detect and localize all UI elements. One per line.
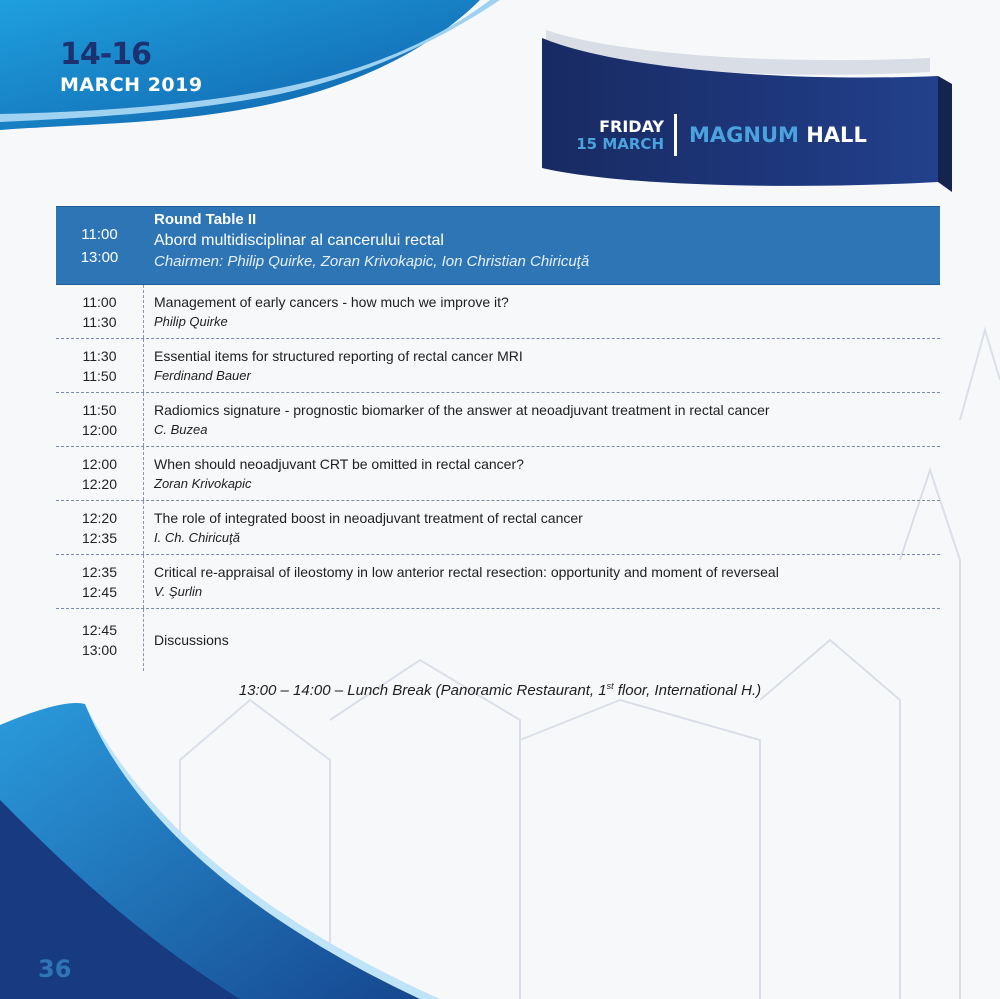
hall-name-part1: MAGNUM (689, 123, 799, 147)
talk-info (144, 555, 940, 608)
hall-name (689, 123, 867, 147)
talk-speaker: V. Şurlin (154, 583, 203, 599)
day-hall-banner (556, 95, 936, 175)
day-name: FRIDAY (599, 116, 664, 136)
day-date: 15 MARCH (576, 134, 664, 153)
talk-speaker: C. Buzea (154, 421, 208, 437)
banner-fold (938, 76, 952, 192)
session-times (56, 207, 143, 284)
talk-title: The role of integrated boost in neoadjuvant treatment of rectal cancer (154, 509, 583, 526)
talk-end: 13:00 (81, 642, 118, 658)
talk-info (144, 609, 940, 671)
talk-info (144, 501, 940, 554)
talk-end: 12:35 (81, 529, 118, 546)
page-number: 36 (38, 955, 72, 983)
event-dates (60, 37, 203, 96)
talk-row (56, 609, 940, 671)
talk-end: 11:30 (82, 313, 117, 330)
event-month-year: MARCH 2019 (60, 74, 203, 96)
talk-start: 11:50 (82, 401, 117, 418)
talk-end: 12:45 (81, 583, 118, 600)
talk-title: Management of early cancers - how much we improve it? (154, 293, 509, 310)
banner-divider (674, 114, 677, 156)
session-title: Round Table II (154, 211, 257, 228)
day-label (556, 118, 664, 152)
talk-speaker: I. Ch. Chiricuţă (154, 529, 240, 545)
schedule-table (56, 206, 940, 671)
session-end: 13:00 (80, 248, 119, 266)
talk-start: 12:45 (81, 622, 118, 638)
talk-info (144, 285, 940, 338)
talk-title: When should neoadjuvant CRT be omitted in rectal cancer? (154, 455, 524, 472)
talk-times (56, 393, 144, 446)
talk-info (144, 339, 940, 392)
talk-times (56, 447, 144, 500)
talk-title: Essential items for structured reporting of rectal cancer MRI (154, 347, 523, 364)
talk-times (56, 285, 144, 338)
talk-row (56, 447, 940, 501)
lunch-break-note (0, 681, 1000, 699)
talk-start: 12:35 (81, 563, 118, 580)
lunch-text-start: 13:00 – 14:00 – Lunch Break (Panoramic Restaurant, 1 (238, 682, 607, 699)
session-info (143, 207, 940, 284)
talk-start: 11:00 (82, 293, 117, 310)
talk-end: 12:00 (81, 421, 118, 438)
event-days: 14-16 (60, 37, 151, 72)
talk-times (56, 555, 144, 608)
talk-row (56, 501, 940, 555)
talk-times (56, 609, 144, 671)
talk-times (56, 339, 144, 392)
talk-start: 11:30 (82, 347, 117, 364)
session-chairmen: Chairmen: Philip Quirke, Zoran Krivokapic, Ion Christian Chiricuţă (154, 253, 590, 270)
lunch-text-sup: st (606, 681, 614, 691)
talk-start: 12:20 (81, 509, 118, 526)
talk-row (56, 285, 940, 339)
session-subtitle: Abord multidisciplinar al cancerului rectal (154, 232, 444, 249)
talk-row (56, 393, 940, 447)
talk-speaker: Zoran Krivokapic (154, 475, 252, 491)
talk-speaker: Ferdinand Bauer (154, 367, 251, 383)
talk-title: Radiomics signature - prognostic biomarker of the answer at neoadjuvant treatment in rectal cancer (154, 401, 770, 418)
hall-name-part2: HALL (806, 123, 867, 147)
session-start: 11:00 (81, 225, 118, 243)
talk-times (56, 501, 144, 554)
talk-info (144, 447, 940, 500)
talk-info (144, 393, 940, 446)
talk-row (56, 555, 940, 609)
talk-end: 11:50 (82, 367, 117, 384)
talk-speaker: Philip Quirke (154, 313, 228, 329)
talk-start: 12:00 (81, 455, 118, 472)
talk-title: Critical re-appraisal of ileostomy in low anterior rectal resection: opportunity and moment of reverseal (154, 563, 779, 580)
session-header-row (56, 206, 940, 285)
lunch-text-end: floor, International H.) (613, 682, 762, 699)
talk-row (56, 339, 940, 393)
talk-end: 12:20 (81, 475, 118, 492)
talk-title: Discussions (154, 631, 229, 648)
